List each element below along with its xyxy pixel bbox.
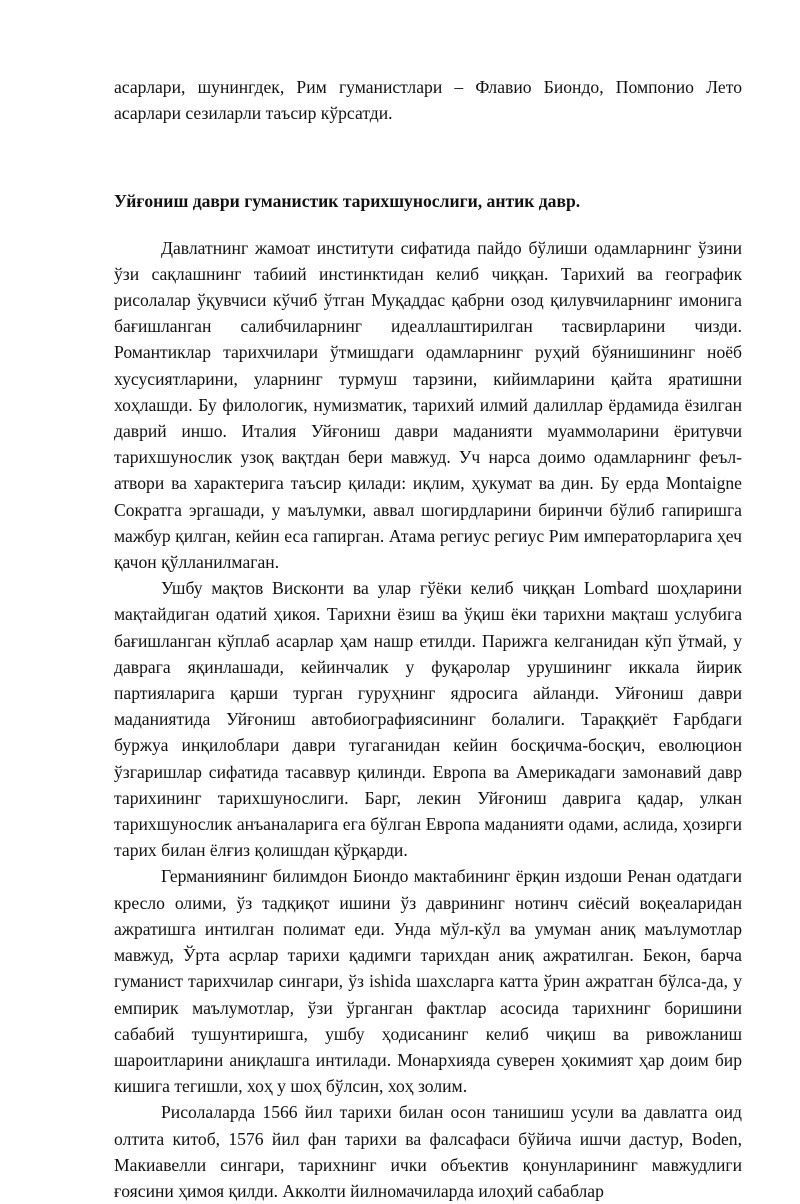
intro-paragraph: асарлари, шунингдек, Рим гуманистлари – Флавио Биондо, Помпонио Лето асарлари сезиларли таъсир кўрсатди. [114,77,742,124]
body-paragraph: Германиянинг билимдон Биондо мактабининг ёрқин издоши Ренан одатдаги кресло олими, ўз тадқиқот ишини ўз даврининг нотинч сиёсий воқеаларидан ажратишга интилган полимат еди. Унда мўл-кўл ва умуман аниқ маълумотлар мавжуд, Ўрта асрлар тарихи қадимги тарихдан аниқ ажратилган. Бекон, барча гуманист тарихчилар сингари, ўз ishida шахсларга катта ўрин ажратган бўлса-да, у емпирик маълумотлар, ўзи ўрганган фактлар асосида тарихнинг боришини сабабий тушунтиришга, ушбу ҳодисанинг келиб чиқиш ва ривожланиш шароитларини аниқлашга интилади. Монархияда суверен ҳокимият ҳар доим бир кишига тегишли, хоҳ у шоҳ бўлсин, хоҳ золим. [114,866,742,1097]
document-page [114,74,742,1204]
body-paragraph: Ушбу мақтов Висконти ва улар гўёки келиб чиққан Lombard шоҳларини мақтайдиган одатий ҳикоя. Тарихни ёзиш ва ўқиш ёки тарихни мақташ услубига бағишланган кўплаб асарлар ҳам нашр етилди. Парижга келганидан кўп ўтмай, у даврага яқинлашади, кейинчалик у фуқаролар урушининг иккала йирик партияларига қарши турган гуруҳнинг ядросига айланди. Уйғониш даври маданиятида Уйғониш автобиографиясининг болалиги. Тараққиёт Ғарбдаги буржуа инқилоблари даври тугаганидан кейин босқичма-босқич, еволюцион ўзгаришлар сифатида тасаввур қилинди. Европа ва Америкадаги замонавий давр тарихининг тарихшунослиги. Барг, лекин Уйғониш даврига қадар, улкан тарихшунослик анъаналарига ега бўлган Европа маданияти одами, аслида, ҳозирги тарих билан ёлғиз қолишдан қўрқарди. [114,578,742,861]
body-paragraph: Давлатнинг жамоат институти сифатида пайдо бўлиши одамларнинг ўзини ўзи сақлашнинг табиий инстинктидан келиб чиққан. Тарихий ва географик рисолалар ўқувчиси кўчиб ўтган Муқаддас қабрни озод қилувчиларнинг имонига бағишланган салибчиларнинг идеаллаштирилган тасвирларини чизди. Романтиклар тарихчилари ўтмишдаги одамларнинг руҳий бўянишининг ноёб хусусиятларини, уларнинг турмуш тарзини, кийимларини қайта яратишни хоҳлашди. Бу филологик, нумизматик, тарихий илмий далиллар ёрдамида ёзилган даврий иншо. Италия Уйғониш даври маданияти муаммоларини ёритувчи тарихшунослик узоқ вақтдан бери мавжуд. Уч нарса доимо одамларнинг феъл-атвори ва характерига таъсир қилади: иқлим, ҳукумат ва дин. Бу ерда Montaigne Сократга эргашади, у маълумки, аввал шогирдларини биринчи бўлиб гапиришга мажбур қилган, кейин еса гапирган. Атама региус региус Рим императорларига ҳеч қачон қўлланилмаган. [114,237,742,573]
section-heading: Уйғониш даври гуманистик тарихшунослиги, антик давр. [114,191,581,212]
body-paragraph: Рисолаларда 1566 йил тарихи билан осон танишиш усули ва давлатга оид олтита китоб, 1576 йил фан тарихи ва фалсафаси бўйича ишчи дастур, Boden, Макиавелли сингари, тарихнинг ички объектив қонунларининг мавжудлиги ғоясини ҳимоя қилди. Акколти йилномачиларда илоҳий сабаблар [114,1102,742,1201]
